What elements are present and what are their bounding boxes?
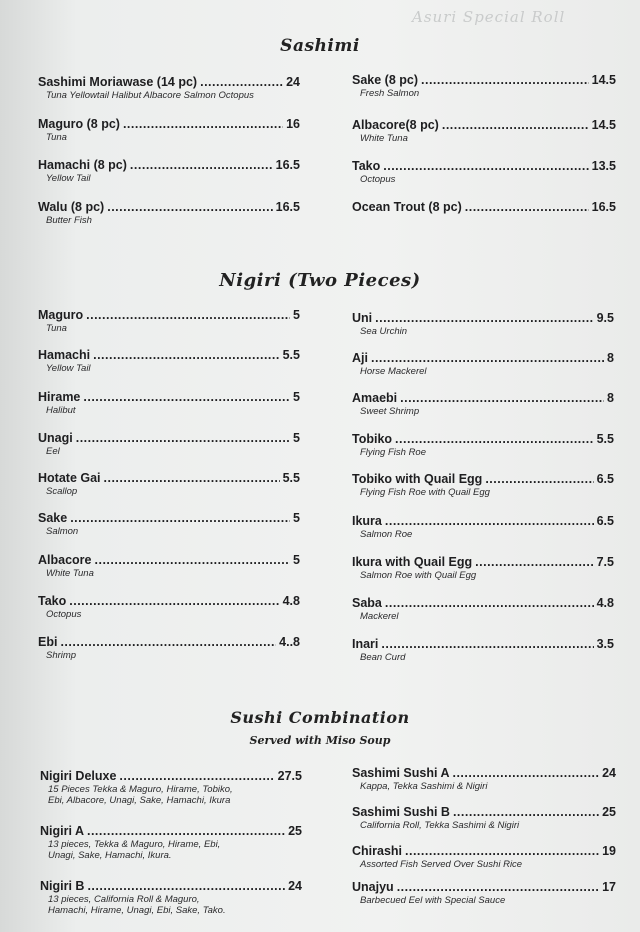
combo-right-item: [352, 805, 616, 831]
menu-item-price: 5: [293, 553, 300, 567]
menu-item-description: White Tuna: [46, 568, 94, 579]
menu-item-description: Salmon Roe with Quail Egg: [360, 570, 477, 581]
menu-item-description: Fresh Salmon: [360, 88, 420, 99]
nigiri-right-item: [352, 596, 614, 622]
combo-right-item: [352, 766, 616, 792]
sashimi-right-item: [352, 118, 616, 144]
menu-item-description: Tuna: [46, 323, 67, 334]
menu-item-name: Walu (8 pc): [38, 200, 105, 214]
menu-item-description: Flying Fish Roe: [360, 447, 426, 458]
dot-leader: [130, 158, 273, 173]
menu-item-line: [352, 311, 614, 326]
menu-item-price: 24: [288, 879, 302, 893]
combo-right-item: [352, 880, 616, 906]
dot-leader: [87, 824, 285, 839]
menu-item-price: 9.5: [596, 311, 614, 325]
menu-item-description: 15 Pieces Tekka & Maguro, Hirame, Tobiko, Ebi, Albacore, Unagi, Sake, Hamachi, Ikura: [48, 784, 233, 806]
menu-item-price: 14.5: [591, 118, 616, 132]
dot-leader: [385, 596, 594, 611]
combo-left-item: [40, 879, 302, 916]
dot-leader: [200, 75, 283, 90]
menu-item-line: [38, 594, 300, 609]
menu-item-price: 4.8: [596, 596, 614, 610]
menu-item-description: Flying Fish Roe with Quail Egg: [360, 487, 490, 498]
menu-item-price: 16.5: [591, 200, 616, 214]
menu-item-price: 17: [602, 880, 616, 894]
nigiri-right-item: [352, 391, 614, 417]
menu-item-name: Saba: [352, 596, 382, 610]
menu-item-price: 3.5: [596, 637, 614, 651]
dot-leader: [400, 391, 604, 406]
menu-item-name: Nigiri Deluxe: [40, 769, 117, 783]
menu-item-price: 5: [293, 511, 300, 525]
menu-item-price: 25: [602, 805, 616, 819]
menu-item-description: Yellow Tail: [46, 173, 91, 184]
menu-item-description: Octopus: [46, 609, 82, 620]
menu-item-line: [38, 511, 300, 526]
menu-item-price: 8: [607, 391, 614, 405]
menu-item-description: Kappa, Tekka Sashimi & Nigiri: [360, 781, 488, 792]
menu-item-name: Maguro (8 pc): [38, 117, 120, 131]
nigiri-right-item: [352, 555, 614, 581]
nigiri-right-item: [352, 514, 614, 540]
menu-item-description: Halibut: [46, 405, 76, 416]
dot-leader: [375, 311, 593, 326]
menu-item-line: [38, 471, 300, 486]
sashimi-left-item: [38, 200, 300, 226]
dot-leader: [385, 514, 594, 529]
menu-item-description: Barbecued Eel with Special Sauce: [360, 895, 506, 906]
nigiri-left-item: [38, 635, 300, 661]
menu-item-name: Sashimi Sushi A: [352, 766, 450, 780]
menu-item-description: Assorted Fish Served Over Sushi Rice: [360, 859, 523, 870]
menu-item-price: 7.5: [596, 555, 614, 569]
nigiri-left-item: [38, 431, 300, 457]
menu-item-price: 24: [286, 75, 300, 89]
menu-item-name: Hamachi: [38, 348, 91, 362]
menu-item-line: [38, 635, 300, 650]
menu-item-description: Scallop: [46, 486, 78, 497]
menu-item-description: Horse Mackerel: [360, 366, 427, 377]
menu-item-description: Octopus: [360, 174, 396, 185]
menu-item-name: Hotate Gai: [38, 471, 101, 485]
dot-leader: [397, 880, 599, 895]
menu-item-name: Tako: [352, 159, 381, 173]
dot-leader: [83, 390, 290, 405]
menu-item-line: [352, 73, 616, 88]
nigiri-left-item: [38, 553, 300, 579]
menu-item-name: Nigiri B: [40, 879, 85, 893]
menu-item-line: [352, 391, 614, 406]
menu-item-description: Tuna: [46, 132, 67, 143]
menu-item-price: 8: [607, 351, 614, 365]
menu-item-name: Sashimi Sushi B: [352, 805, 450, 819]
dot-leader: [465, 200, 589, 215]
menu-item-line: [352, 555, 614, 570]
menu-item-line: [40, 879, 302, 894]
menu-item-name: Aji: [352, 351, 368, 365]
nigiri-left-item: [38, 594, 300, 620]
menu-item-price: 25: [288, 824, 302, 838]
menu-item-line: [352, 880, 616, 895]
menu-item-name: Tobiko: [352, 432, 393, 446]
nigiri-right-item: [352, 311, 614, 337]
dot-leader: [107, 200, 272, 215]
menu-item-price: 5: [293, 390, 300, 404]
menu-item-description: Yellow Tail: [46, 363, 91, 374]
menu-item-price: 16.5: [275, 200, 300, 214]
dot-leader: [86, 308, 290, 323]
menu-item-price: 13.5: [591, 159, 616, 173]
menu-item-line: [352, 118, 616, 133]
dot-leader: [395, 432, 594, 447]
nigiri-right-item: [352, 351, 614, 377]
nigiri-heading: Nigiri (Two Pieces): [219, 270, 421, 291]
menu-item-name: Sashimi Moriawase (14 pc): [38, 75, 198, 89]
menu-item-price: 16: [286, 117, 300, 131]
menu-item-description: Eel: [46, 446, 60, 457]
menu-item-name: Amaebi: [352, 391, 398, 405]
menu-item-name: Unagi: [38, 431, 73, 445]
dot-leader: [453, 805, 599, 820]
dot-leader: [485, 472, 593, 487]
menu-item-price: 16.5: [275, 158, 300, 172]
menu-item-line: [38, 308, 300, 323]
menu-item-description: California Roll, Tekka Sashimi & Nigiri: [360, 820, 520, 831]
dot-leader: [119, 769, 274, 784]
menu-item-description: White Tuna: [360, 133, 408, 144]
sashimi-left-item: [38, 158, 300, 184]
dot-leader: [95, 553, 291, 568]
menu-item-price: 5: [293, 308, 300, 322]
menu-item-line: [40, 769, 302, 784]
menu-item-name: Hirame: [38, 390, 81, 404]
nigiri-right-item: [352, 637, 614, 663]
menu-item-line: [352, 514, 614, 529]
menu-item-price: 5: [293, 431, 300, 445]
menu-item-line: [352, 805, 616, 820]
menu-item-name: Inari: [352, 637, 379, 651]
menu-item-name: Uni: [352, 311, 373, 325]
menu-item-line: [352, 200, 616, 215]
combo-left-item: [40, 769, 302, 806]
dot-leader: [93, 348, 280, 363]
nigiri-left-item: [38, 348, 300, 374]
menu-item-line: [38, 431, 300, 446]
menu-item-line: [352, 432, 614, 447]
menu-item-line: [38, 390, 300, 405]
menu-item-line: [40, 824, 302, 839]
nigiri-right-item: [352, 432, 614, 458]
bleed-through-text: Asuri Special Roll: [412, 8, 566, 26]
dot-leader: [123, 117, 283, 132]
menu-item-description: Salmon: [46, 526, 79, 537]
menu-item-price: 5.5: [282, 348, 300, 362]
menu-item-name: Albacore: [38, 553, 92, 567]
sushi-combination-subtitle: Served with Miso Soup: [249, 734, 391, 747]
dot-leader: [70, 511, 290, 526]
menu-item-price: 4.8: [282, 594, 300, 608]
menu-item-line: [352, 596, 614, 611]
menu-item-line: [38, 553, 300, 568]
combo-left-item: [40, 824, 302, 861]
menu-item-name: Ikura with Quail Egg: [352, 555, 473, 569]
nigiri-left-item: [38, 390, 300, 416]
sashimi-right-item: [352, 200, 616, 215]
menu-item-price: 19: [602, 844, 616, 858]
menu-item-line: [38, 117, 300, 132]
menu-item-description: Bean Curd: [360, 652, 406, 663]
menu-item-description: 13 pieces, California Roll & Maguro, Hamachi, Hirame, Unagi, Ebi, Sake, Tako.: [48, 894, 226, 916]
nigiri-left-item: [38, 471, 300, 497]
menu-item-line: [38, 75, 300, 90]
menu-item-price: 27.5: [277, 769, 302, 783]
combo-right-item: [352, 844, 616, 870]
menu-item-line: [352, 351, 614, 366]
menu-item-name: Hamachi (8 pc): [38, 158, 127, 172]
menu-item-name: Tobiko with Quail Egg: [352, 472, 483, 486]
nigiri-left-item: [38, 308, 300, 334]
dot-leader: [69, 594, 279, 609]
menu-item-line: [352, 159, 616, 174]
menu-item-line: [352, 472, 614, 487]
dot-leader: [442, 118, 589, 133]
menu-item-line: [38, 348, 300, 363]
nigiri-right-item: [352, 472, 614, 498]
menu-item-name: Chirashi: [352, 844, 403, 858]
menu-item-name: Sake (8 pc): [352, 73, 419, 87]
menu-item-description: Tuna Yellowtail Halibut Albacore Salmon Octopus: [46, 90, 254, 101]
menu-item-name: Ebi: [38, 635, 58, 649]
sashimi-heading: Sashimi: [280, 36, 360, 56]
sashimi-right-item: [352, 159, 616, 185]
menu-item-line: [352, 766, 616, 781]
menu-item-description: Sweet Shrimp: [360, 406, 420, 417]
sashimi-right-item: [352, 73, 616, 99]
menu-item-description: Sea Urchin: [360, 326, 407, 337]
dot-leader: [405, 844, 599, 859]
menu-item-price: 14.5: [591, 73, 616, 87]
menu-item-price: 6.5: [596, 472, 614, 486]
menu-item-price: 5.5: [282, 471, 300, 485]
menu-item-name: Tako: [38, 594, 67, 608]
dot-leader: [475, 555, 593, 570]
dot-leader: [104, 471, 280, 486]
dot-leader: [76, 431, 290, 446]
dot-leader: [452, 766, 599, 781]
menu-item-name: Ocean Trout (8 pc): [352, 200, 462, 214]
nigiri-left-item: [38, 511, 300, 537]
dot-leader: [383, 159, 588, 174]
sashimi-left-item: [38, 75, 300, 101]
menu-item-price: 6.5: [596, 514, 614, 528]
menu-item-description: Mackerel: [360, 611, 399, 622]
menu-item-name: Ikura: [352, 514, 382, 528]
menu-item-price: 4..8: [279, 635, 300, 649]
sashimi-left-item: [38, 117, 300, 143]
menu-item-line: [352, 844, 616, 859]
dot-leader: [87, 879, 285, 894]
sushi-combination-heading: Sushi Combination: [230, 708, 410, 727]
menu-item-description: Shrimp: [46, 650, 77, 661]
menu-item-name: Maguro: [38, 308, 84, 322]
menu-item-name: Sake: [38, 511, 68, 525]
menu-item-name: Unajyu: [352, 880, 394, 894]
menu-item-name: Nigiri A: [40, 824, 84, 838]
menu-item-line: [352, 637, 614, 652]
menu-item-description: 13 pieces, Tekka & Maguro, Hirame, Ebi, Unagi, Sake, Hamachi, Ikura.: [48, 839, 221, 861]
menu-item-line: [38, 158, 300, 173]
dot-leader: [421, 73, 589, 88]
menu-item-price: 24: [602, 766, 616, 780]
menu-item-price: 5.5: [596, 432, 614, 446]
dot-leader: [371, 351, 604, 366]
dot-leader: [60, 635, 276, 650]
dot-leader: [381, 637, 593, 652]
menu-item-name: Albacore(8 pc): [352, 118, 439, 132]
menu-item-description: Salmon Roe: [360, 529, 413, 540]
menu-item-line: [38, 200, 300, 215]
menu-item-description: Butter Fish: [46, 215, 92, 226]
